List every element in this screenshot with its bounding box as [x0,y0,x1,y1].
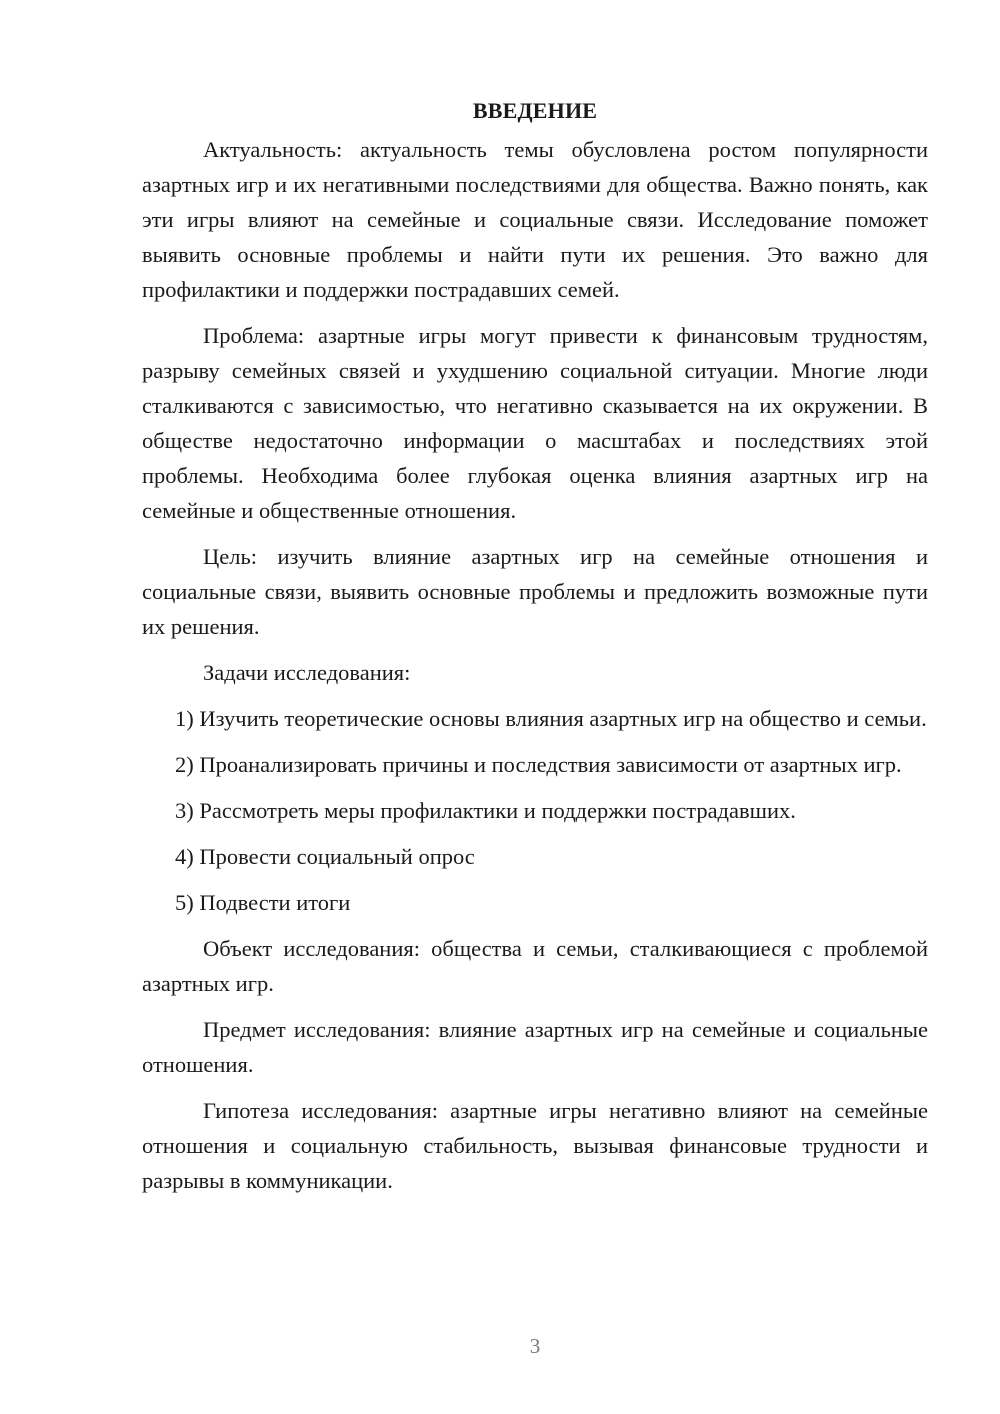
document-page [142,96,928,1209]
hypothesis-paragraph: Гипотеза исследования: азартные игры негативно влияют на семейные отношения и социальную стабильность, вызывая финансовые трудности и разрывы в коммуникации. [142,1098,928,1193]
task-item-1: 1) Изучить теоретические основы влияния азартных игр на общество и семьи. [175,706,927,731]
task-item-4: 4) Провести социальный опрос [175,844,475,869]
tasks-heading: Задачи исследования: [203,660,411,685]
section-title: ВВЕДЕНИЕ [472,98,598,123]
task-item-2: 2) Проанализировать причины и последствия зависимости от азартных игр. [175,752,902,777]
object-paragraph: Объект исследования: общества и семьи, сталкивающиеся с проблемой азартных игр. [142,936,928,996]
goal-paragraph: Цель: изучить влияние азартных игр на семейные отношения и социальные связи, выявить основные проблемы и предложить возможные пути их решения. [142,544,928,639]
subject-paragraph: Предмет исследования: влияние азартных игр на семейные и социальные отношения. [142,1017,928,1077]
problem-paragraph: Проблема: азартные игры могут привести к финансовым трудностям, разрыву семейных связей и ухудшению социальной ситуации. Многие люди сталкиваются с зависимостью, что негативно сказывается на их окружении. В обществе недостаточно информации о масштабах и последствиях этой проблемы. Необходима более глубокая оценка влияния азартных игр на семейные и общественные отношения. [142,323,928,523]
page-number: 3 [529,1334,541,1358]
task-item-5: 5) Подвести итоги [175,890,351,915]
task-item-3: 3) Рассмотреть меры профилактики и поддержки пострадавших. [175,798,796,823]
relevance-paragraph: Актуальность: актуальность темы обусловлена ростом популярности азартных игр и их негативными последствиями для общества. Важно понять, как эти игры влияют на семейные и социальные связи. Исследование поможет выявить основные проблемы и найти пути их решения. Это важно для профилактики и поддержки пострадавших семей. [142,137,928,302]
